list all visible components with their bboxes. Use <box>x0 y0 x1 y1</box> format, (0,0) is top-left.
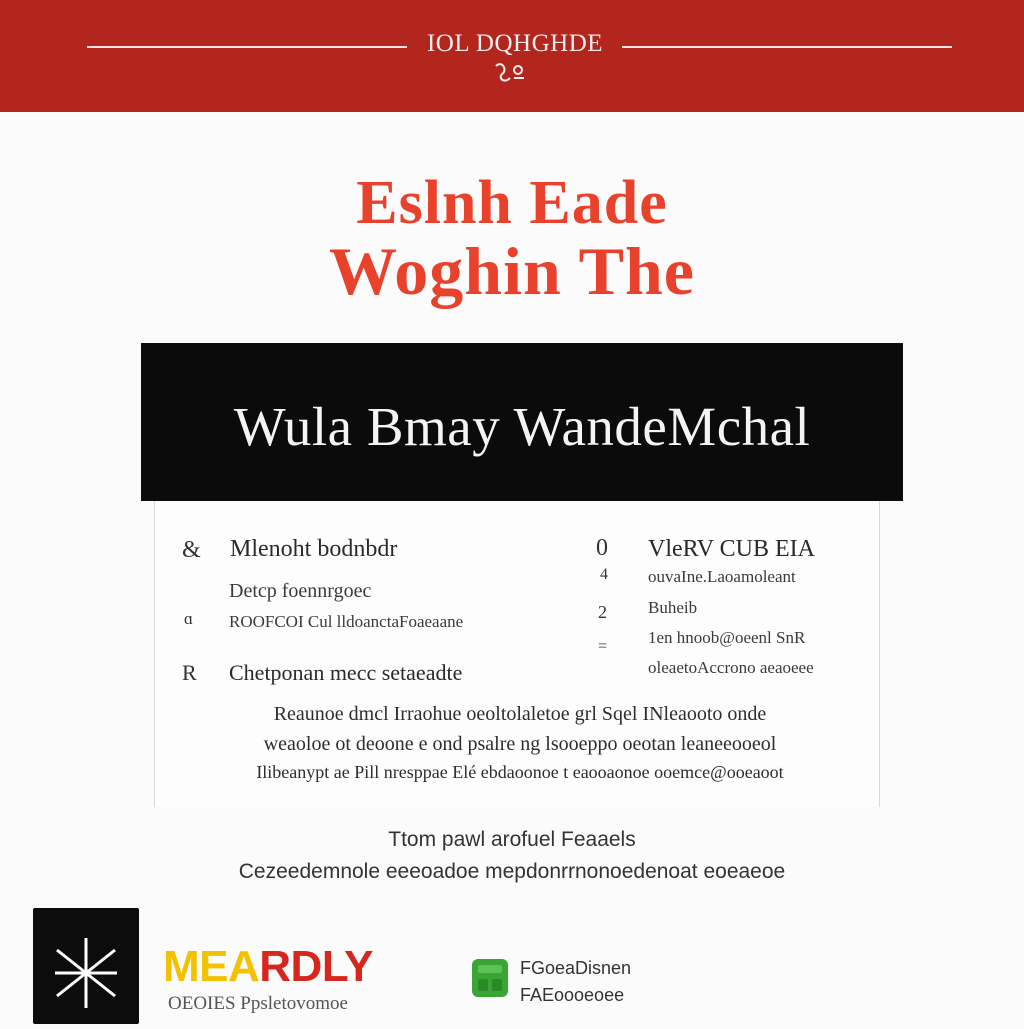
mearly-logo <box>163 942 373 992</box>
header-brand: IOL DQHGHDE <box>426 30 604 57</box>
header-rule-left <box>87 46 407 48</box>
sponsor-logo-icon <box>33 908 139 1024</box>
mearly-tagline: OEOIES Ppsletovomoe <box>168 993 348 1014</box>
footer-line-2: Cezeedemnole eeeoadoe mepdonrrnonoedenoat eoeaeoe <box>238 860 786 883</box>
banner-title: Wula Bmay WandeMchal <box>233 396 811 457</box>
headline-line-1: Eslnh Eade <box>356 169 668 237</box>
description-line-3: Ilibeanypt ae Pill nresppae Elé ebdaoonoe t eaooaonoe ooemce@ooeaoot <box>256 762 784 782</box>
detail-right-5: oleaetoAccrono aeaoeee <box>648 658 814 677</box>
detail-icon-4: R <box>182 660 197 685</box>
description-line-2: weaoloe ot deoone e ond psalre ng lsooeppo oeotan leaneeooeol <box>263 733 777 755</box>
brand-ornament-icon <box>490 60 530 86</box>
detail-left-2: Detcp foennrgoec <box>229 580 372 602</box>
partner-subtitle: FAEoooeoee <box>520 985 625 1005</box>
mearly-logo-part-1: MEA <box>163 942 260 991</box>
detail-right-3: Buheib <box>648 598 698 617</box>
detail-right-icon-3: 2 <box>598 602 607 622</box>
description-line-1: Reaunoe dmcl Irraohue oeoltolaletoe grl Sqel INleaooto onde <box>273 703 767 725</box>
partner-name: FGoeaDisnen <box>520 958 632 978</box>
detail-right-icon-2: 4 <box>600 566 608 583</box>
header-rule-right <box>622 46 952 48</box>
detail-right-icon-4: = <box>598 638 608 655</box>
detail-right-icon-1: 0 <box>596 535 608 561</box>
detail-icon-1: & <box>182 537 201 563</box>
detail-icon-3: ɑ <box>184 609 193 628</box>
headline-line-2: Woghin The <box>329 233 695 309</box>
partner-logo-icon <box>470 955 510 999</box>
footer-line-1: Ttom pawl arofuel Feaaels <box>388 828 636 851</box>
detail-left-3: ROOFCOI Cul lldoanctaFoaeaane <box>229 612 464 631</box>
detail-right-2: ouvaIne.Laoamoleant <box>648 567 796 586</box>
detail-right-1: VleRV CUB EIA <box>648 536 815 562</box>
detail-right-4: 1en hnoob@oeenl SnR <box>648 628 806 647</box>
detail-left-4: Chetponan mecc setaeadte <box>229 660 463 685</box>
mearly-logo-part-2: RDLY <box>259 942 374 991</box>
top-banner <box>0 0 1024 112</box>
detail-left-1: Mlenoht bodnbdr <box>230 536 398 562</box>
